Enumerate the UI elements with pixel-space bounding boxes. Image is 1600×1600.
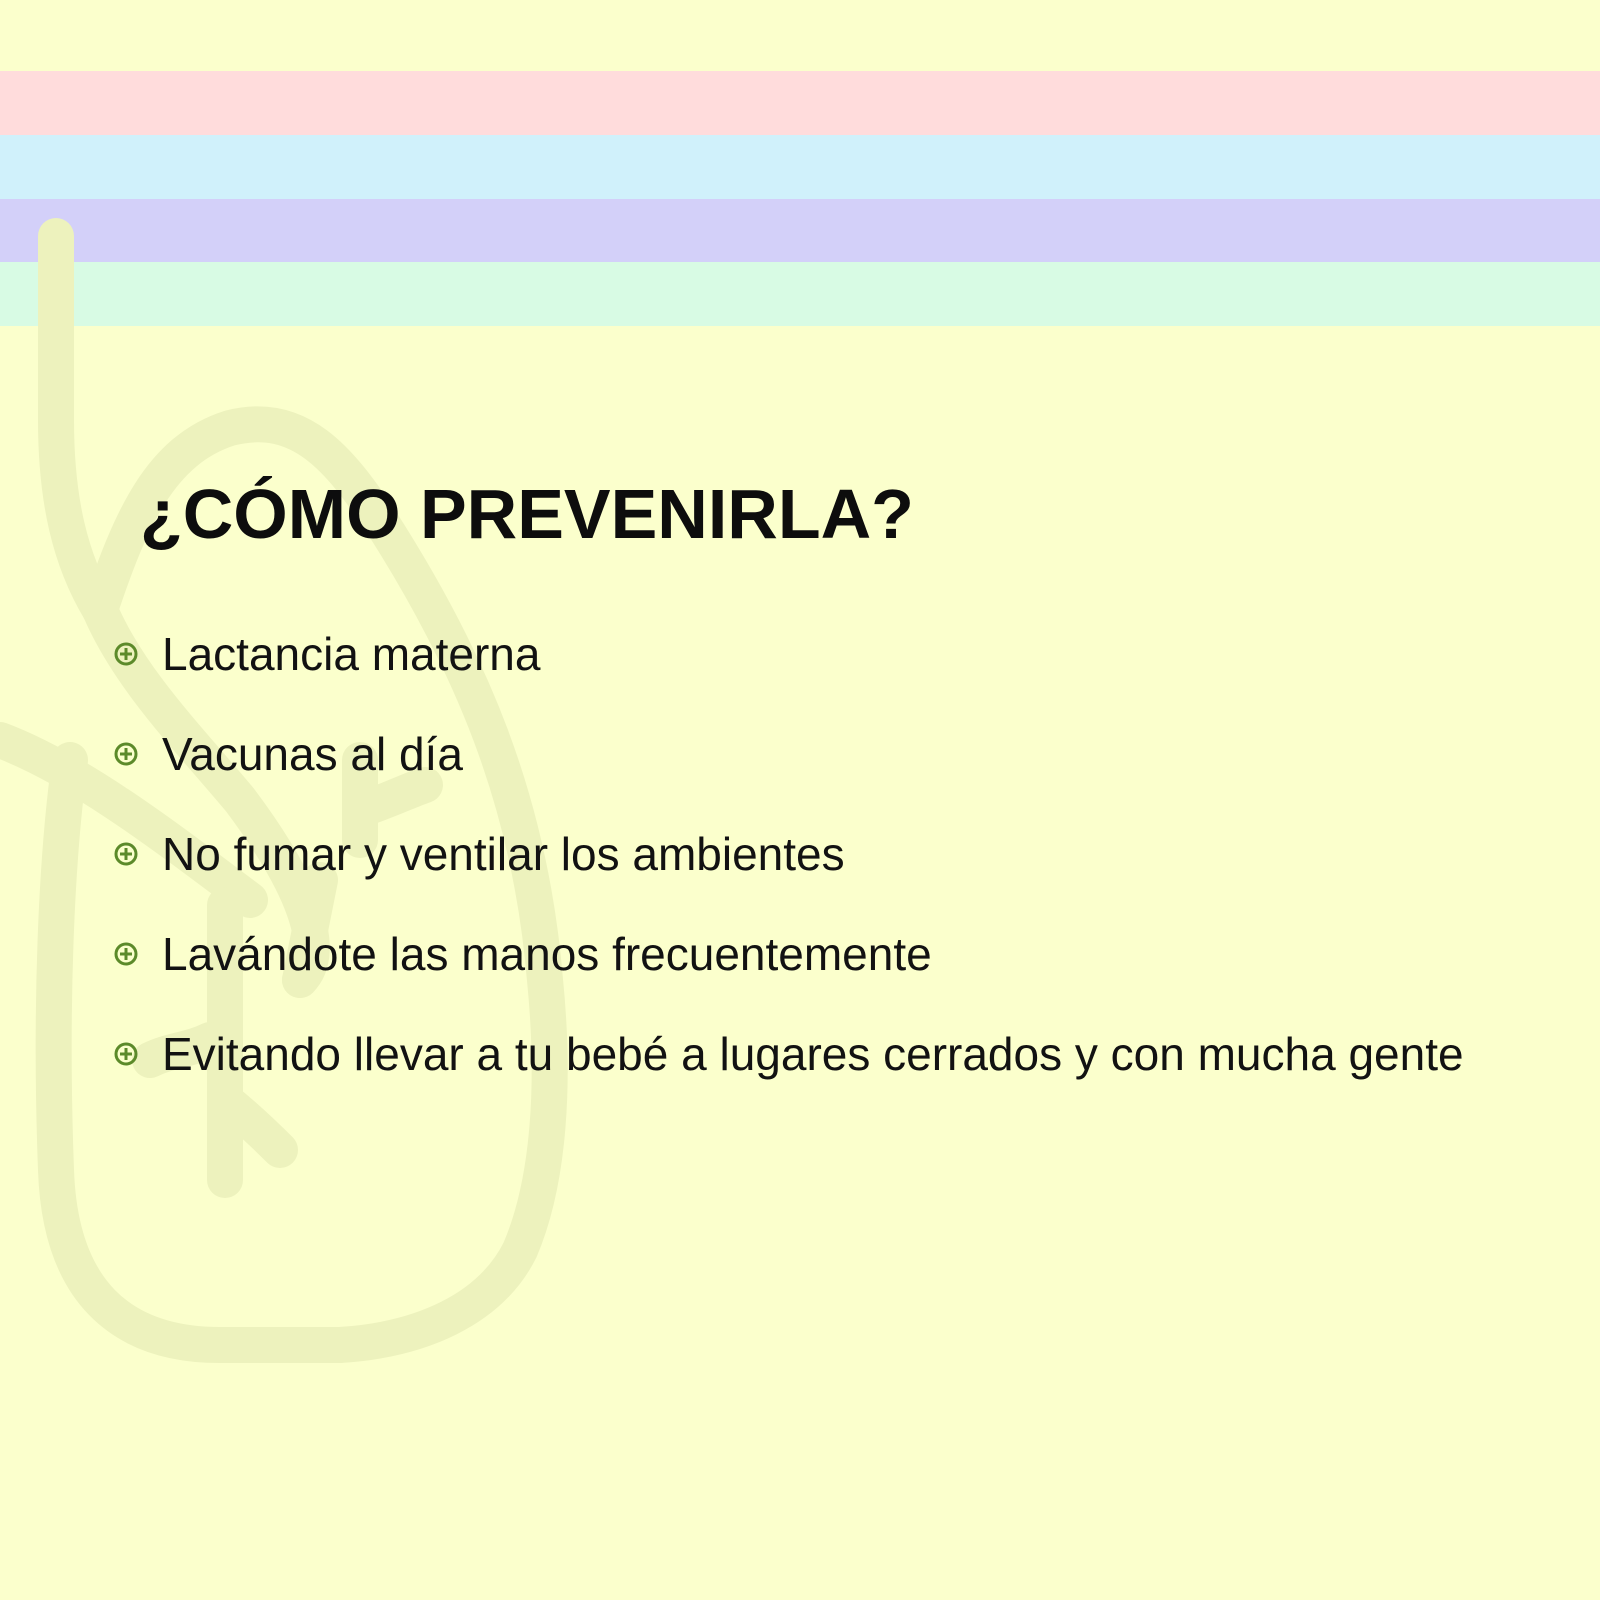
plus-circle-icon [112,1040,140,1068]
list-item [112,618,1464,718]
tip-text: Lactancia materna [162,628,541,680]
stripe-blue [0,135,1600,199]
page-title: ¿CÓMO PREVENIRLA? [140,475,914,553]
list-item [112,818,1464,918]
plus-circle-icon [112,940,140,968]
stripe-purple [0,199,1600,263]
list-item [112,1018,1464,1118]
tip-text: No fumar y ventilar los ambientes [162,828,845,880]
stripe-mint [0,262,1600,326]
stripe-pink [0,71,1600,135]
tip-text: Evitando llevar a tu bebé a lugares cerrados y con mucha gente [162,1028,1464,1080]
color-stripes [0,71,1600,326]
plus-circle-icon [112,640,140,668]
plus-circle-icon [112,840,140,868]
list-item [112,918,1464,1018]
tip-text: Vacunas al día [162,728,463,780]
prevention-tips-list [112,618,1464,1118]
plus-circle-icon [112,740,140,768]
tip-text: Lavándote las manos frecuentemente [162,928,932,980]
list-item [112,718,1464,818]
